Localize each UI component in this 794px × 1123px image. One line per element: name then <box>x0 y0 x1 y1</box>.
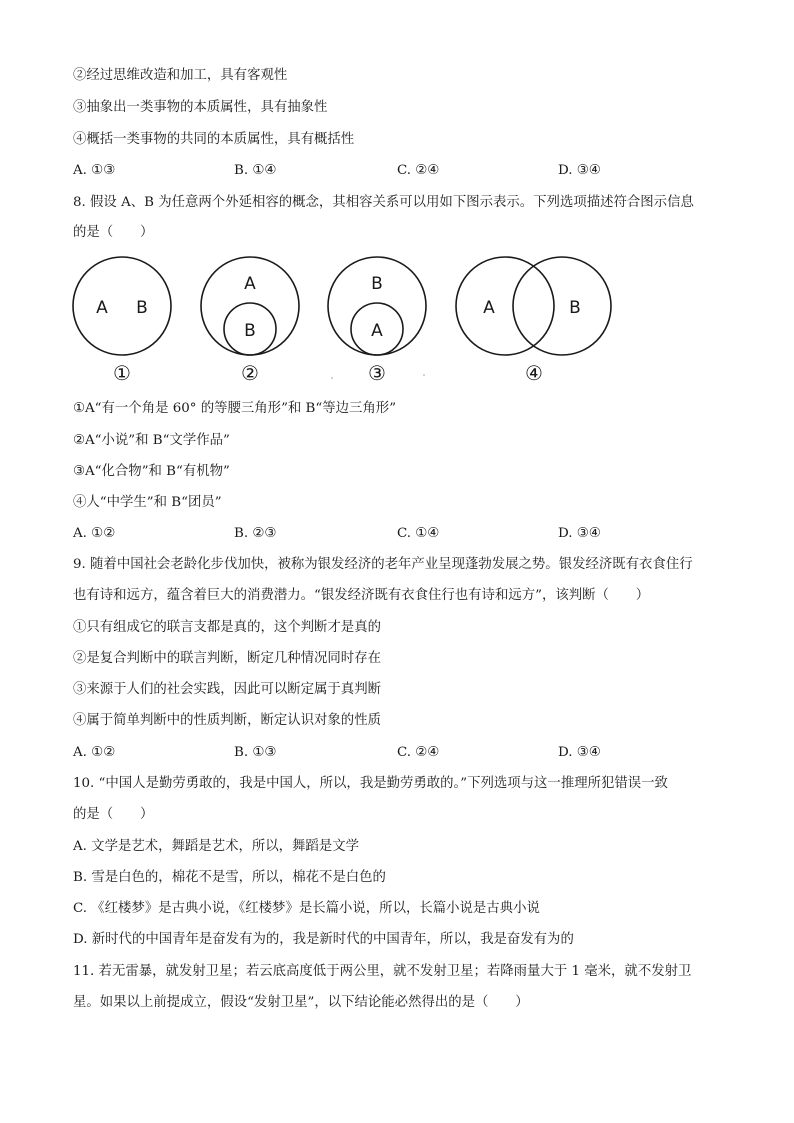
q8-option-c: C. ①④ <box>397 526 440 541</box>
q10-stem-line2: 的是（ ） <box>73 807 154 822</box>
q8-stem-line2: 的是（ ） <box>73 225 154 240</box>
q8-option-a: A. ①② <box>73 526 116 541</box>
q11-stem-line1: 11. 若无雷暴，就发射卫星；若云底高度低于两公里，就不发射卫星；若降雨量大于 1 毫米，就不发射卫 <box>73 964 692 979</box>
diagram-1 <box>73 257 171 385</box>
diagram-1-number: ① <box>113 361 131 385</box>
q8-item-4: ④人“中学生”和 B“团员” <box>73 495 222 510</box>
q11-stem-line2: 星。如果以上前提成立，假设“发射卫星”，以下结论能必然得出的是（ ） <box>73 995 529 1010</box>
q9-item-4: ④属于简单判断中的性质判断，断定认识对象的性质 <box>73 713 381 728</box>
q8-option-d: D. ③④ <box>558 526 601 541</box>
q10-stem-line1: 10. “中国人是勤劳勇敢的，我是中国人，所以，我是勤劳勇敢的。”下列选项与这一推理所犯错误一致 <box>73 776 668 791</box>
q7-item-3: ③抽象出一类事物的本质属性，具有抽象性 <box>73 100 328 115</box>
q10-choice-b: B. 雪是白色的，棉花不是雪，所以，棉花不是白色的 <box>73 870 386 885</box>
q7-item-4: ④概括一类事物的共同的本质属性，具有概括性 <box>73 132 355 147</box>
q7-option-d: D. ③④ <box>558 163 601 178</box>
venn-diagrams <box>60 252 630 387</box>
q9-stem-line2: 也有诗和远方，蕴含着巨大的消费潜力。“银发经济既有衣食住行也有诗和远方”，该判断（ ） <box>73 588 650 603</box>
q10-choice-a: A. 文学是艺术，舞蹈是艺术，所以，舞蹈是文学 <box>73 839 359 854</box>
diagram-4-left-circle <box>456 257 554 355</box>
diagram-4-right-circle <box>513 257 611 355</box>
q7-option-c: C. ②④ <box>397 163 440 178</box>
q9-item-2: ②是复合判断中的联言判断，断定几种情况同时存在 <box>73 651 381 666</box>
q10-choice-c: C. 《红楼梦》是古典小说，《红楼梦》是长篇小说，所以，长篇小说是古典小说 <box>73 901 540 916</box>
diagram-2-label-a: A <box>244 274 256 294</box>
q8-item-3: ③A“化合物”和 B“有机物” <box>73 464 230 479</box>
scan-dot <box>331 377 333 379</box>
q8-item-1: ①A“有一个角是 60° 的等腰三角形”和 B“等边三角形” <box>73 401 397 416</box>
diagram-4-label-a: A <box>483 298 495 318</box>
diagram-2-number: ② <box>241 361 259 385</box>
q9-stem-line1: 9. 随着中国社会老龄化步伐加快，被称为银发经济的老年产业呈现蓬勃发展之势。银发经济既有衣食住行 <box>73 557 693 572</box>
diagram-1-circle <box>73 257 171 355</box>
q9-option-a: A. ①② <box>73 745 116 760</box>
diagram-3-label-b: B <box>371 274 383 294</box>
q9-item-1: ①只有组成它的联言支都是真的，这个判断才是真的 <box>73 620 381 635</box>
diagram-1-label-a: A <box>96 298 108 318</box>
diagram-1-label-b: B <box>136 298 148 318</box>
diagram-2-label-b: B <box>244 321 256 341</box>
diagram-4 <box>456 257 611 385</box>
q9-item-3: ③来源于人们的社会实践，因此可以断定属于真判断 <box>73 682 381 697</box>
diagram-4-number: ④ <box>525 361 543 385</box>
q9-option-c: C. ②④ <box>397 745 440 760</box>
q7-option-a: A. ①③ <box>73 163 116 178</box>
q9-option-d: D. ③④ <box>558 745 601 760</box>
diagram-3-number: ③ <box>368 361 386 385</box>
diagram-4-label-b: B <box>569 298 581 318</box>
q10-choice-d: D. 新时代的中国青年是奋发有为的，我是新时代的中国青年，所以，我是奋发有为的 <box>73 932 574 947</box>
q7-option-b: B. ①④ <box>234 163 277 178</box>
q8-option-b: B. ②③ <box>234 526 277 541</box>
scan-dot <box>423 374 425 376</box>
diagram-3-label-a: A <box>371 321 383 341</box>
q8-item-2: ②A“小说”和 B“文学作品” <box>73 433 230 448</box>
diagram-3 <box>328 257 426 385</box>
q9-option-b: B. ①③ <box>234 745 277 760</box>
q7-item-2: ②经过思维改造和加工，具有客观性 <box>73 68 288 83</box>
q8-stem-line1: 8. 假设 A、B 为任意两个外延相容的概念，其相容关系可以用如下图示表示。下列选项描述符合图示信息 <box>73 195 694 210</box>
diagram-2 <box>201 257 299 385</box>
